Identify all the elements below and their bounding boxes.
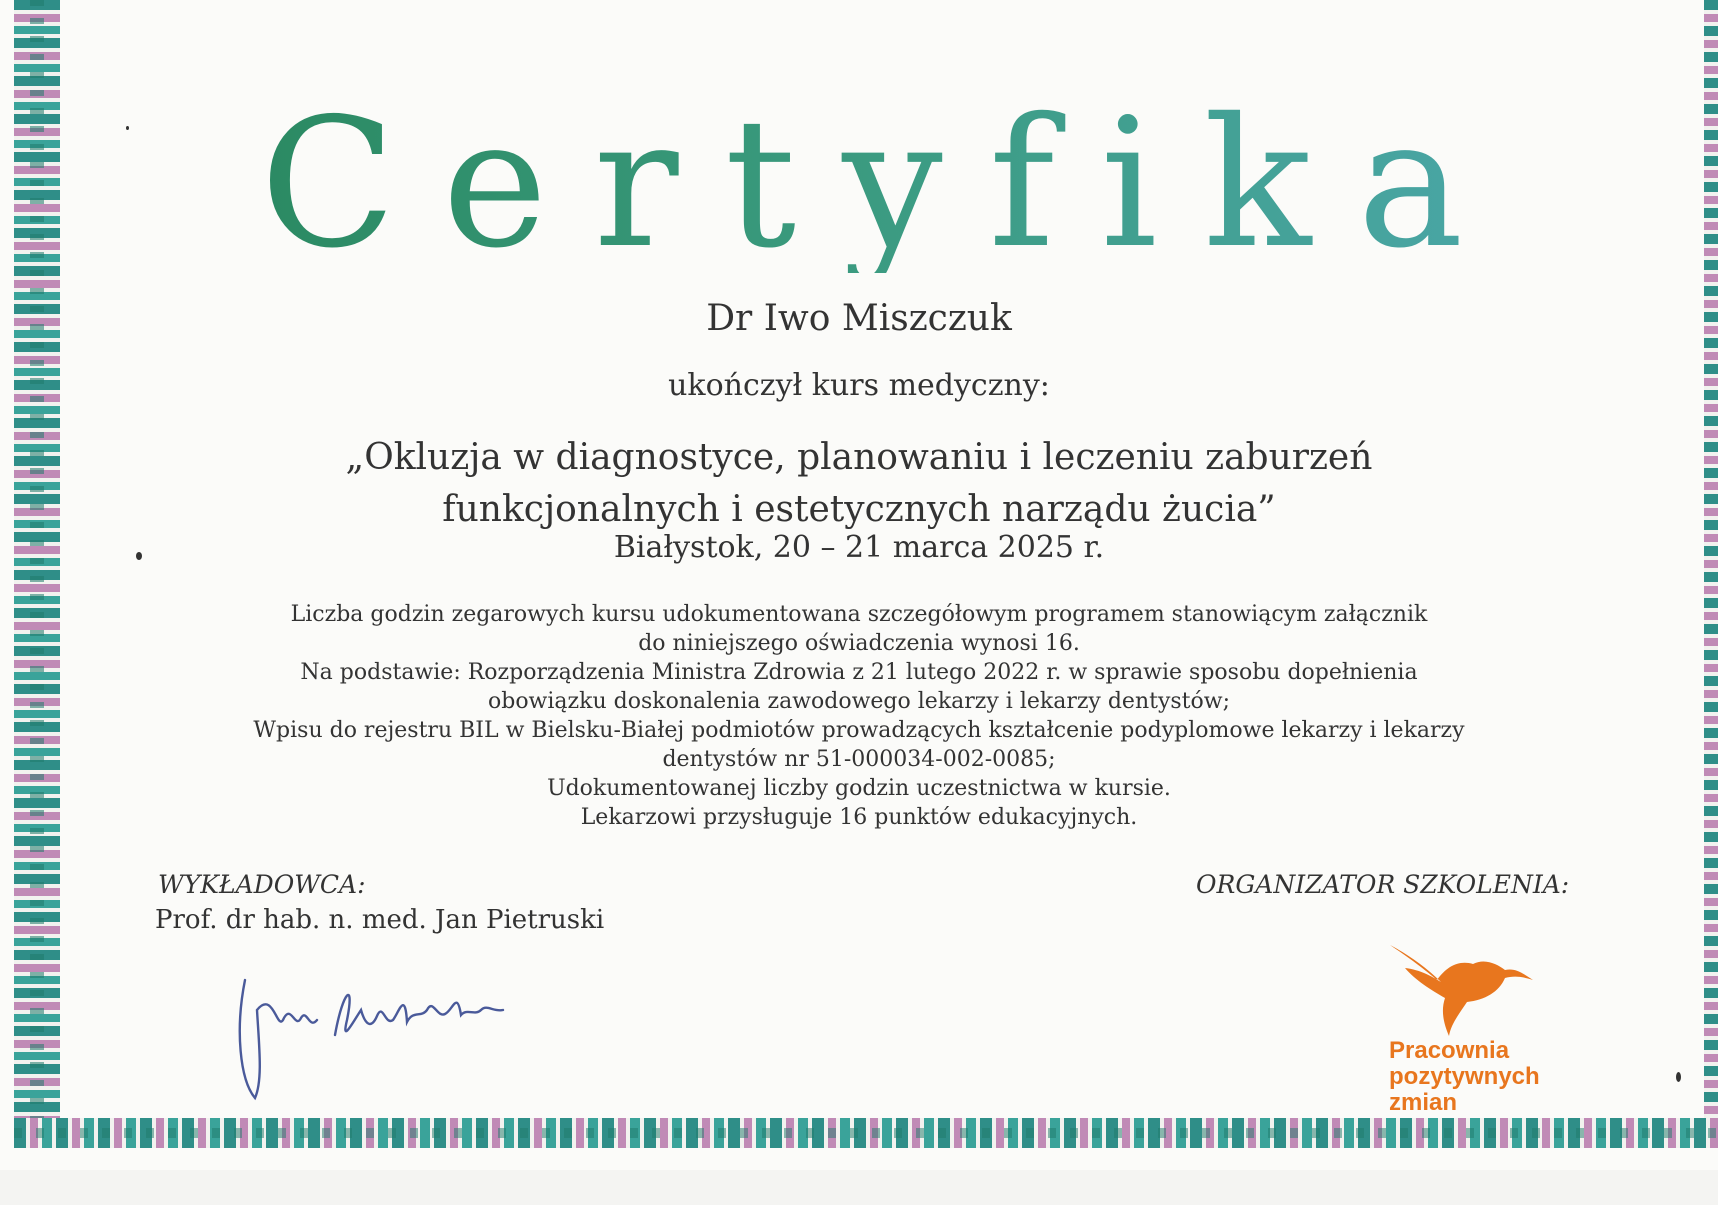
- details-line: Lekarzowi przysługuje 16 punktów edukacyjnych.: [580, 805, 1138, 830]
- details-line: dentystów nr 51-000034-002-0085;: [662, 747, 1056, 772]
- details-line: Na podstawie: Rozporządzenia Ministra Zdrowia z 21 lutego 2022 r. w sprawie sposobu dopełnienia: [300, 660, 1418, 685]
- details-line: Liczba godzin zegarowych kursu udokumentowana szczegółowym programem stanowiącym załącznik: [290, 602, 1428, 627]
- lecturer-signature: [235, 960, 555, 1110]
- details-line: Wpisu do rejestru BIL w Bielsku-Białej podmiotów prowadzących kształcenie podyplomowe lekarzy i lekarzy: [253, 718, 1465, 743]
- scan-speck: [1676, 1072, 1681, 1082]
- decorative-border-bottom-pattern: [14, 1128, 1718, 1138]
- hummingbird-icon: [1390, 945, 1533, 1036]
- organizer-logo: [1385, 940, 1560, 1115]
- scan-speck: [136, 552, 142, 560]
- scan-speck: [126, 126, 129, 130]
- course-title-line: funkcjonalnych i estetycznych narządu żucia”: [442, 489, 1276, 530]
- certificate-title: Certyfikat: [260, 80, 1628, 287]
- lecturer-name: Prof. dr hab. n. med. Jan Pietruski: [155, 905, 605, 935]
- details-line: obowiązku doskonalenia zawodowego lekarzy i lekarzy dentystów;: [487, 689, 1231, 714]
- completion-phrase: ukończył kurs medyczny:: [668, 368, 1050, 403]
- course-details: [0, 600, 1718, 832]
- details-line: Udokumentowanej liczby godzin uczestnictwa w kursie.: [547, 776, 1171, 801]
- lecturer-label: WYKŁADOWCA:: [158, 870, 366, 899]
- organizer-label: ORGANIZATOR SZKOLENIA:: [1196, 870, 1570, 899]
- decorative-border-right: [1704, 0, 1718, 1148]
- course-title: [0, 432, 1718, 536]
- details-line: do niniejszego oświadczenia wynosi 16.: [638, 631, 1080, 656]
- logo-text-line: Pracownia: [1389, 1037, 1510, 1064]
- recipient-name: Dr Iwo Miszczuk: [706, 298, 1012, 339]
- logo-text-line: zmian: [1389, 1089, 1458, 1115]
- course-title-line: „Okluzja w diagnostyce, planowaniu i leczeniu zaburzeń: [345, 437, 1373, 478]
- location-date: Białystok, 20 – 21 marca 2025 r.: [613, 530, 1105, 565]
- logo-text-line: pozytywnych: [1389, 1063, 1540, 1090]
- decorative-border-left-pattern: [30, 0, 44, 1148]
